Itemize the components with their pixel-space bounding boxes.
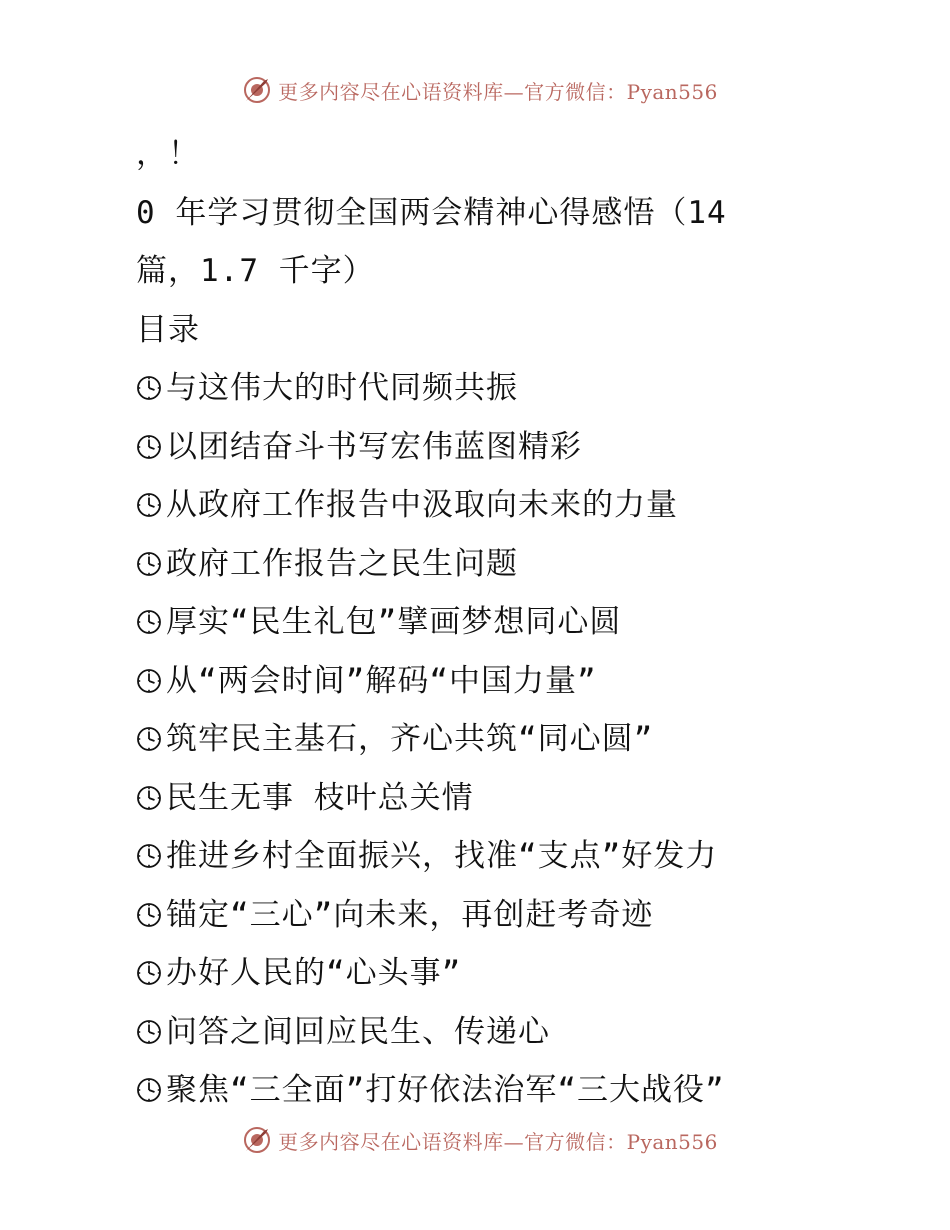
- toc-item-label: 筑牢民主基石，齐心共筑“同心圆”: [166, 721, 654, 757]
- clock-icon: [136, 1019, 162, 1045]
- clock-icon: [136, 1077, 162, 1103]
- clock-icon: [136, 902, 162, 928]
- clock-icon: [136, 551, 162, 577]
- toc-item-label: 推进乡村全面振兴，找准“支点”好发力: [166, 838, 718, 874]
- toc-list: [136, 359, 916, 1120]
- toc-item: [136, 1061, 916, 1120]
- toc-item-label: 问答之间回应民生、传递心: [166, 1013, 550, 1050]
- toc-item: [136, 359, 916, 418]
- toc-item: [136, 593, 916, 652]
- clock-icon: [136, 492, 162, 518]
- toc-item-label: 与这伟大的时代同频共振: [166, 370, 518, 406]
- footer-banner: [0, 1120, 950, 1160]
- header-banner-text: 更多内容尽在心语资料库—官方微信：Pyan556: [278, 79, 718, 104]
- toc-item: [136, 1003, 916, 1062]
- clock-icon: [136, 668, 162, 694]
- clock-icon: [136, 434, 162, 460]
- toc-item-label: 民生无事 枝叶总关情: [166, 779, 474, 816]
- toc-item-label: 以团结奋斗书写宏伟蓝图精彩: [166, 428, 582, 465]
- toc-heading: 目录: [136, 311, 200, 348]
- toc-item-label: 从“两会时间”解码“中国力量”: [166, 662, 597, 699]
- clock-icon: [136, 375, 162, 401]
- header-banner: [0, 70, 950, 110]
- document-title-line-1: 0 年学习贯彻全国两会精神心得感悟（14: [136, 194, 727, 231]
- toc-item: [136, 652, 916, 711]
- toc-item: [136, 710, 916, 769]
- toc-item-label: 政府工作报告之民生问题: [166, 545, 518, 582]
- toc-item: [136, 535, 916, 594]
- toc-item: [136, 769, 916, 828]
- toc-item: [136, 886, 916, 945]
- toc-item: [136, 827, 916, 886]
- toc-item: [136, 418, 916, 477]
- clock-icon: [136, 843, 162, 869]
- toc-item-label: 厚实“民生礼包”擘画梦想同心圆: [166, 604, 622, 640]
- punctuation-line: ，！: [136, 136, 200, 172]
- document-title-line-2: 篇，1.7 千字）: [136, 253, 375, 289]
- footer-banner-text: 更多内容尽在心语资料库—官方微信：Pyan556: [278, 1129, 718, 1154]
- quill-logo-icon: [242, 1125, 272, 1155]
- toc-item-label: 办好人民的“心头事”: [166, 955, 462, 991]
- clock-icon: [136, 726, 162, 752]
- clock-icon: [136, 960, 162, 986]
- toc-item-label: 聚焦“三全面”打好依法治军“三大战役”: [166, 1072, 725, 1108]
- document-body: [136, 125, 916, 1120]
- toc-item: [136, 476, 916, 535]
- quill-logo-icon: [242, 75, 272, 105]
- clock-icon: [136, 609, 162, 635]
- clock-icon: [136, 785, 162, 811]
- toc-item-label: 锚定“三心”向未来，再创赶考奇迹: [166, 896, 654, 933]
- toc-item: [136, 944, 916, 1003]
- toc-item-label: 从政府工作报告中汲取向未来的力量: [166, 487, 678, 523]
